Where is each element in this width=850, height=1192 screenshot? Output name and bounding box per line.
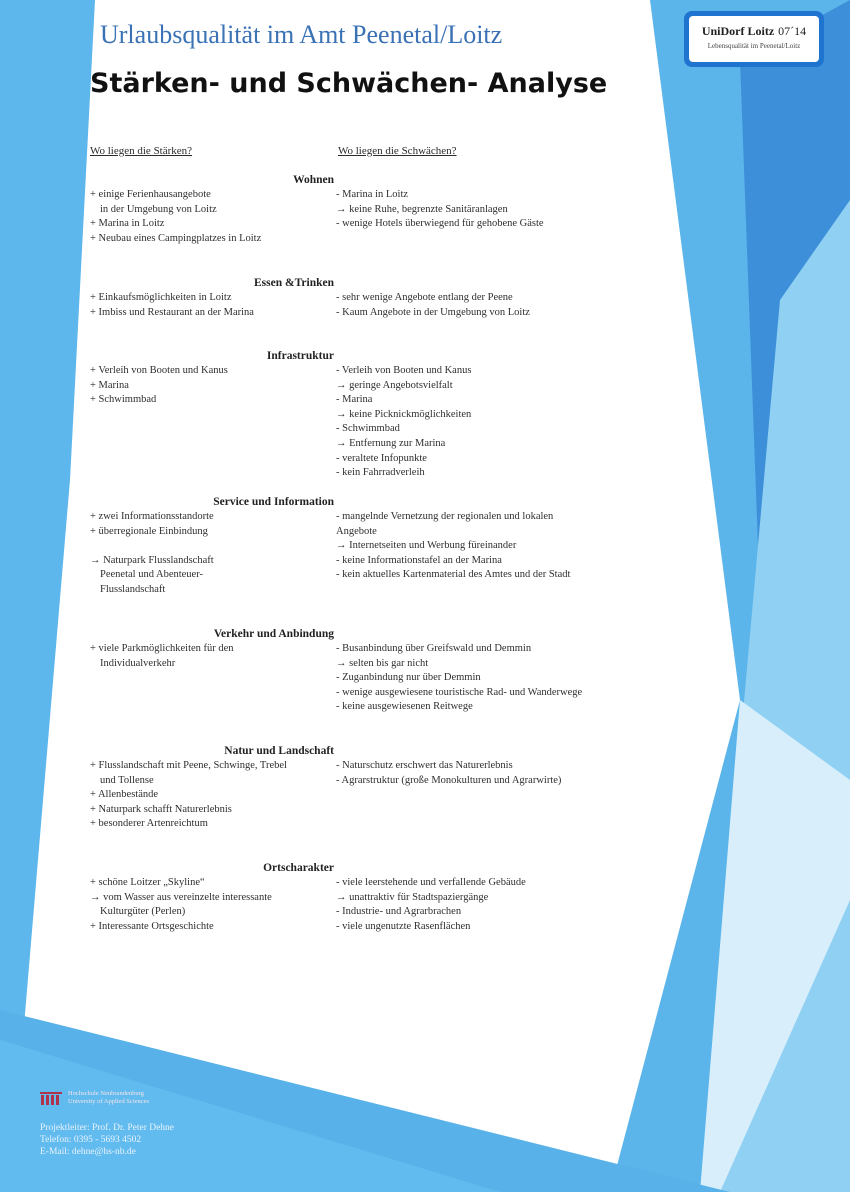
strength-item: + zwei Informationsstandorte <box>90 511 214 522</box>
section-title: Verkehr und Anbindung <box>213 628 334 640</box>
logo-subname: University of Applied Sciences <box>68 1098 150 1105</box>
strength-item: Individualverkehr <box>100 657 176 669</box>
strength-item: + besonderer Artenreichtum <box>90 818 208 830</box>
badge-subtitle: Lebensqualität im Peenetal/Loitz <box>707 42 801 50</box>
weaknesses-list <box>336 876 646 934</box>
strength-item: + Flusslandschaft mit Peene, Schwinge, Trebel <box>90 760 287 771</box>
weakness-item: - keine ausgewiesenen Reitwege <box>336 701 473 713</box>
weakness-item: - Industrie- und Agrarbrachen <box>336 906 462 918</box>
strength-item: + einige Ferienhausangebote <box>90 189 211 200</box>
badge-title-text: UniDorf Loitz <box>701 24 775 38</box>
section-title: Wohnen <box>293 174 334 186</box>
section <box>90 743 650 830</box>
strength-item: + überregionale Einbindung <box>90 525 208 537</box>
weakness-item: Angebote <box>336 525 377 537</box>
logo-name: Hochschule Neubrandenburg <box>68 1090 144 1097</box>
section <box>90 172 650 244</box>
contact-phone: Telefon: 0395 - 5693 4502 <box>40 1135 142 1145</box>
strength-item: Kulturgüter (Perlen) <box>100 906 186 918</box>
weakness-item: - Marina <box>336 394 373 406</box>
unidorf-badge <box>684 11 824 67</box>
weakness-item: - Schwimmbad <box>336 423 400 435</box>
weakness-item: - keine Informationstafel an der Marina <box>336 554 502 566</box>
weaknesses-list <box>336 510 646 583</box>
section-title: Service und Information <box>213 496 334 508</box>
weakness-item: - sehr wenige Angebote entlang der Peene <box>336 292 513 303</box>
weaknesses-heading: Wo liegen die Schwächen? <box>338 145 457 157</box>
footer <box>40 1088 340 1158</box>
weakness-item: - mangelnde Vernetzung der regionalen und lokalen <box>336 511 554 522</box>
strengths-heading: Wo liegen die Stärken? <box>90 145 193 157</box>
strength-item: + viele Parkmöglichkeiten für den <box>90 643 234 654</box>
strength-item: + Marina <box>90 379 129 391</box>
list-spacer <box>90 539 330 554</box>
weakness-item: → Entfernung zur Marina <box>336 437 446 449</box>
section-title: Essen &Trinken <box>254 277 334 289</box>
strength-item: + Verleih von Booten und Kanus <box>90 365 228 376</box>
strength-item: + Imbiss und Restaurant an der Marina <box>90 306 254 318</box>
strength-item: + Neubau eines Campingplatzes in Loitz <box>90 232 262 244</box>
weakness-item: - Kaum Angebote in der Umgebung von Loitz <box>336 306 530 318</box>
section <box>90 860 650 932</box>
strength-item: + Einkaufsmöglichkeiten in Loitz <box>90 292 232 303</box>
subtitle: Urlaubsqualität im Amt Peenetal/Loitz <box>100 20 503 49</box>
strength-item: + schöne Loitzer „Skyline“ <box>90 877 205 888</box>
weakness-item: - kein Fahrradverleih <box>336 467 425 479</box>
badge-year: 07´14 <box>778 24 807 38</box>
strength-item: Peenetal und Abenteuer- <box>100 569 204 581</box>
weakness-item: - Verleih von Booten und Kanus <box>336 365 472 376</box>
strength-item: + Naturpark schafft Naturerlebnis <box>90 803 232 815</box>
strength-item: → vom Wasser aus vereinzelte interessante <box>90 891 272 903</box>
weakness-item: → keine Picknickmöglichkeiten <box>336 408 472 420</box>
section <box>90 494 650 595</box>
section-title: Ortscharakter <box>263 862 334 874</box>
university-logo <box>40 1088 340 1108</box>
weakness-item: - Busanbindung über Greifswald und Demmin <box>336 643 532 654</box>
strength-item: + Marina in Loitz <box>90 218 165 230</box>
section-title: Natur und Landschaft <box>224 745 334 757</box>
weaknesses-list <box>336 364 646 481</box>
strengths-list <box>90 188 330 246</box>
logo-text <box>68 1090 149 1106</box>
strengths-list <box>90 510 330 598</box>
weakness-item: - Zuganbindung nur über Demmin <box>336 672 481 684</box>
section <box>90 348 650 479</box>
weakness-item: - viele leerstehende und verfallende Gebäude <box>336 877 526 888</box>
weakness-item: → Internetseiten und Werbung füreinander <box>336 540 517 552</box>
weakness-item: - wenige ausgewiesene touristische Rad- und Wanderwege <box>336 686 583 698</box>
weaknesses-list <box>336 291 646 320</box>
weakness-item: - Marina in Loitz <box>336 189 409 200</box>
strength-item: + Allenbestände <box>90 789 159 801</box>
badge-inner <box>689 16 819 62</box>
strengths-list <box>90 759 330 832</box>
weakness-item: - kein aktuelles Kartenmaterial des Amtes und der Stadt <box>336 569 571 581</box>
weakness-item: - Agrarstruktur (große Monokulturen und Agrarwirte) <box>336 774 562 786</box>
weakness-item: → selten bis gar nicht <box>336 657 429 669</box>
weakness-item: → geringe Angebotsvielfalt <box>336 379 453 391</box>
university-logo-icon <box>40 1092 62 1105</box>
weaknesses-list <box>336 759 646 788</box>
strengths-list <box>90 364 330 408</box>
strength-item: + Schwimmbad <box>90 394 157 406</box>
strength-item: in der Umgebung von Loitz <box>100 203 217 215</box>
contact-info <box>40 1122 340 1158</box>
page-title: Stärken- und Schwächen- Analyse <box>90 68 608 99</box>
left-blue-strip <box>0 0 95 1192</box>
strength-item: → Naturpark Flusslandschaft <box>90 554 214 566</box>
contact-email: E-Mail: dehne@hs-nb.de <box>40 1147 136 1157</box>
weakness-item: - viele ungenutzte Rasenflächen <box>336 920 471 932</box>
weakness-item: → unattraktiv für Stadtspaziergänge <box>336 891 489 903</box>
badge-title <box>689 24 819 39</box>
strengths-list <box>90 291 330 320</box>
strength-item: Flusslandschaft <box>100 583 166 595</box>
weakness-item: → keine Ruhe, begrenzte Sanitäranlagen <box>336 203 508 215</box>
contact-project-lead: Projektleiter: Prof. Dr. Peter Dehne <box>40 1123 175 1133</box>
section <box>90 626 650 713</box>
weakness-item: - Naturschutz erschwert das Naturerlebnis <box>336 760 513 771</box>
weaknesses-list <box>336 642 646 715</box>
strength-item: + Interessante Ortsgeschichte <box>90 920 214 932</box>
section <box>90 275 650 318</box>
weaknesses-list <box>336 188 646 232</box>
strength-item: und Tollense <box>100 774 154 786</box>
weakness-item: - veraltete Infopunkte <box>336 452 427 464</box>
section-title: Infrastruktur <box>266 350 334 362</box>
strengths-list <box>90 642 330 671</box>
weakness-item: - wenige Hotels überwiegend für gehobene Gäste <box>336 218 544 230</box>
strengths-list <box>90 876 330 934</box>
